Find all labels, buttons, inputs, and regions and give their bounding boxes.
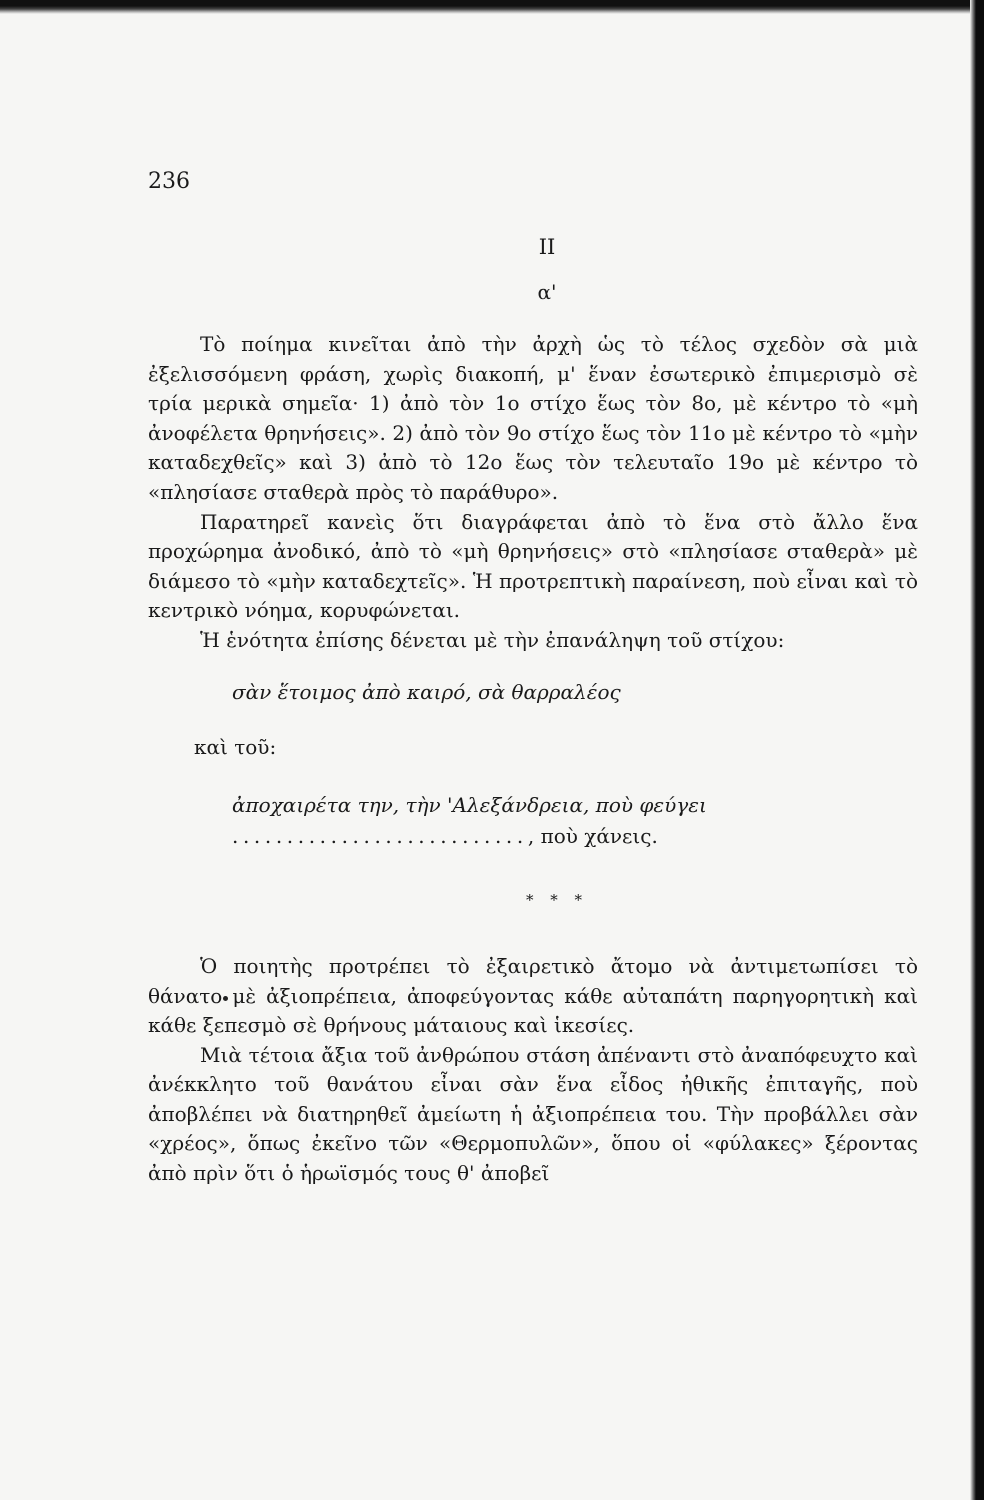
page-number: 236 bbox=[148, 169, 190, 194]
paragraph-progression: Παρατηρεῖ κανεὶς ὅτι διαγράφεται ἀπὸ τὸ ἕνα στὸ ἄλλο ἕνα προχώρημα ἀνοδικό, ἀπὸ τὸ «μὴ θρηνήσεις» στὸ «πλησίασε σταθερὰ» μὲ διάμεσο τὸ «μὴν καταδεχτεῖς». Ἡ προτρεπτικὴ παραίνεση, ποὺ εἶναι καὶ τὸ κεντρικὸ νόημα, κορυφώνεται. bbox=[148, 509, 918, 623]
paragraph-unity: Ἡ ἑνότητα ἐπίσης δένεται μὲ τὴν ἐπανάληψη τοῦ στίχου: bbox=[200, 627, 785, 652]
quoted-verse-two: ἀποχαιρέτα την, τὴν 'Αλεξάνδρεια, ποὺ φεύγει bbox=[232, 792, 707, 817]
book-page bbox=[148, 168, 918, 1189]
quoted-verse-ending-text: , ποὺ χάνεις. bbox=[527, 824, 658, 849]
paragraph-ethical-command: Μιὰ τέτοια ἄξια τοῦ ἀνθρώπου στάση ἀπέναντι στὸ ἀναπόφευχτο καὶ ἀνέκκλητο τοῦ θανάτου εἶναι σὰν ἕνα εἶδος ἠθικῆς ἐπιταγῆς, ποὺ ἀποβλέπει νὰ διατηρηθεῖ ἀμείωτη ἡ ἀξιοπρέπεια του. Τὴν προβάλλει σὰν «χρέος», ὅπως ἐκεῖνο τῶν «Θερμοπυλῶν», ὅπου οἱ «φύλακες» ξέροντας ἀπὸ πρὶν ὅτι ὁ ἡρωϊσμός τους θ' ἀποβεῖ bbox=[148, 1042, 918, 1186]
paragraph-structure: Τὸ ποίημα κινεῖται ἀπὸ τὴν ἀρχὴ ὡς τὸ τέλος σχεδὸν σὰ μιὰ ἐξελισσόμενη φράση, χωρὶς διακοπή, μ' ἕναν ἐσωτερικὸ ἐπιμερισμὸ σὲ τρία μερικὰ σημεῖα· 1) ἀπὸ τὸν 1ο στίχο ἕως τὸν 8ο, μὲ κέντρο τὸ «μὴ ἀνοφέλετα θρηνήσεις». 2) ἀπὸ τὸν 9ο στίχο ἕως τὸν 11ο μὲ κέντρο τὸ «μὴν καταδεχθεῖς» καὶ 3) ἀπὸ τὸ 12ο ἕως τὸν τελευταῖο 19ο μὲ κέντρο τὸ «πλησίασε σταθερὰ πρὸς τὸ παράθυρο». bbox=[148, 332, 918, 504]
paragraph-dignity: Ὁ ποιητὴς προτρέπει τὸ ἐξαιρετικὸ ἄτομο νὰ ἀντιμετωπίσει τὸ θάνατο μὲ ἀξιοπρέπεια, ἀποφεύγοντας κάθε αὐταπάτη παρηγορητικὴ καὶ κάθε ξεπεσμὸ σὲ θρήνους μάταιους καὶ ἱκεσίες. bbox=[148, 953, 918, 1038]
scan-right-edge bbox=[970, 0, 984, 1500]
quoted-verse-ending bbox=[232, 822, 918, 852]
quote-intro-label: καὶ τοῦ: bbox=[194, 735, 277, 760]
section-heading: II bbox=[538, 235, 556, 259]
quoted-verse-one: σὰν ἕτοιμος ἀπὸ καιρό, σὰ θαρραλέος bbox=[232, 679, 621, 704]
subsection-heading: α' bbox=[537, 280, 557, 304]
ellipsis-dots: ........................... bbox=[232, 824, 528, 849]
section-separator: * * * bbox=[525, 890, 589, 909]
scan-top-edge bbox=[0, 0, 984, 14]
